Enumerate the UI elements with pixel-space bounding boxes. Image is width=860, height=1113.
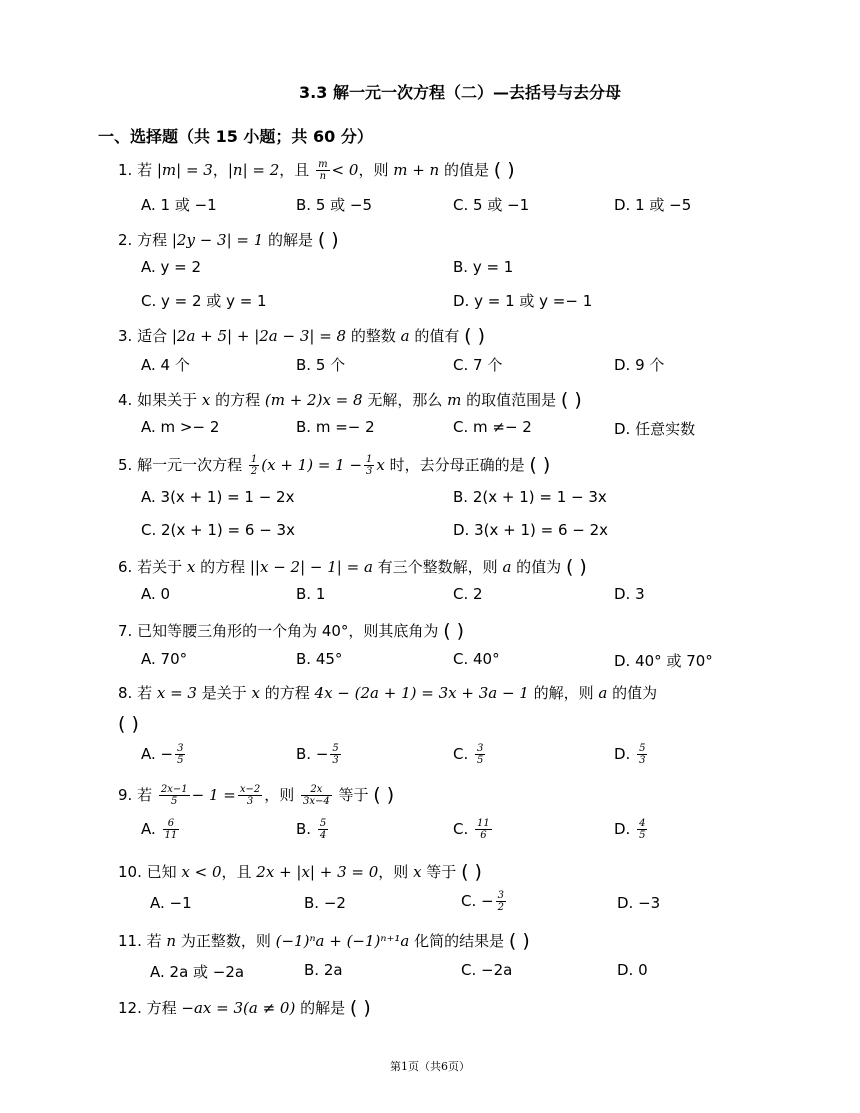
fraction: $\frac{5}{3}$ (332, 743, 339, 766)
answer-blank[interactable]: ( ) (317, 229, 339, 251)
q1-option-b[interactable]: B. 5 或 −5 (296, 196, 373, 214)
q4-option-c[interactable]: C. m ≠− 2 (453, 418, 532, 436)
answer-blank[interactable]: ( ) (560, 389, 582, 411)
q7-option-b[interactable]: B. 45° (296, 650, 343, 668)
q10-option-a[interactable]: A. −1 (150, 894, 192, 912)
q6-option-d[interactable]: D. 3 (614, 585, 645, 603)
q3-option-a[interactable]: A. 4 个 (141, 356, 190, 374)
q8-option-b[interactable]: B. − $\frac{5}{3}$ (296, 743, 339, 766)
q2-option-a[interactable]: A. y = 2 (141, 258, 202, 276)
fraction: $\frac{5}{4}$ (319, 818, 327, 841)
q8-option-d[interactable]: D. $\frac{5}{3}$ (614, 743, 646, 766)
q2-option-c[interactable]: C. y = 2 或 y = 1 (141, 292, 267, 310)
question-4: 4. 如果关于 x 的方程 (m + 2)x = 8 无解，那么 m 的取值范围是 ( ) (118, 389, 582, 411)
fraction: $\frac{3}{2}$ (497, 890, 504, 913)
answer-blank[interactable]: ( ) (349, 997, 371, 1019)
fraction: $\frac{x-2}{3}$ (239, 784, 261, 807)
q8-option-a[interactable]: A. − $\frac{3}{5}$ (141, 743, 184, 766)
question-9: 9. 若 $\frac{2x-1}{5}$ − 1 = $\frac{x-2}{3}$ ，则 $\frac{2x}{3x-4}$ 等于 ( ) (118, 784, 395, 807)
q7-option-d[interactable]: D. 40° 或 70° (614, 652, 713, 670)
fraction: $\frac{2x-1}{5}$ (160, 784, 188, 807)
q4-option-b[interactable]: B. m =− 2 (296, 418, 375, 436)
q2-option-d[interactable]: D. y = 1 或 y =− 1 (453, 292, 593, 310)
page-title: 3.3 解一元一次方程（二）—去括号与去分母 (299, 83, 621, 102)
q9-option-b[interactable]: B. $\frac{5}{4}$ (296, 818, 327, 841)
q11-option-d[interactable]: D. 0 (617, 961, 648, 979)
question-1: 1. 若 |m| = 3，|n| = 2，且 $\frac{m}{n}$ < 0，则 m + n 的值是 ( ) (118, 159, 515, 182)
q3-option-c[interactable]: C. 7 个 (453, 356, 503, 374)
question-12: 12. 方程 −ax = 3(a ≠ 0) 的解是 ( ) (118, 997, 371, 1019)
answer-blank[interactable]: ( ) (464, 325, 486, 347)
q5-option-b[interactable]: B. 2(x + 1) = 1 − 3x (453, 488, 607, 506)
question-5: 5. 解一元一次方程 $\frac{1}{2}$ (x + 1) = 1 − $\frac{1}{3}$ x 时，去分母正确的是 ( ) (118, 454, 551, 477)
fraction: $\frac{4}{5}$ (639, 818, 646, 841)
answer-blank[interactable]: ( ) (508, 930, 530, 952)
q11-option-a[interactable]: A. 2a 或 −2a (150, 963, 245, 981)
q6-option-b[interactable]: B. 1 (296, 585, 326, 603)
q9-option-d[interactable]: D. $\frac{4}{5}$ (614, 818, 646, 841)
q10-option-b[interactable]: B. −2 (304, 894, 346, 912)
q10-option-d[interactable]: D. −3 (617, 894, 661, 912)
q7-option-c[interactable]: C. 40° (453, 650, 500, 668)
fraction: $\frac{2x}{3x-4}$ (303, 784, 330, 807)
answer-blank[interactable]: ( ) (373, 784, 395, 806)
question-8: 8. 若 x = 3 是关于 x 的方程 4x − (2a + 1) = 3x + 3a − 1 的解，则 a 的值为 ( ) (118, 684, 658, 735)
fraction: $\frac{6}{11}$ (164, 818, 178, 841)
question-10: 10. 已知 x < 0，且 2x + |x| + 3 = 0，则 x 等于 ( ) (118, 861, 482, 883)
fraction: $\frac{1}{3}$ (366, 454, 373, 477)
q1-option-c[interactable]: C. 5 或 −1 (453, 196, 530, 214)
answer-blank[interactable]: ( ) (118, 713, 139, 735)
answer-blank[interactable]: ( ) (529, 454, 551, 476)
q1-option-a[interactable]: A. 1 或 −1 (141, 196, 217, 214)
question-7: 7. 已知等腰三角形的一个角为 40°，则其底角为 ( ) (118, 620, 465, 642)
q5-option-a[interactable]: A. 3(x + 1) = 1 − 2x (141, 488, 295, 506)
fraction: $\frac{1}{2}$ (250, 454, 258, 477)
q11-option-c[interactable]: C. −2a (461, 961, 513, 979)
question-2: 2. 方程 |2y − 3| = 1 的解是 ( ) (118, 229, 339, 251)
fraction: $\frac{5}{3}$ (639, 743, 646, 766)
q9-option-a[interactable]: A. $\frac{6}{11}$ (141, 818, 178, 841)
question-3: 3. 适合 |2a + 5| + |2a − 3| = 8 的整数 a 的值有 ( ) (118, 325, 486, 347)
q6-option-c[interactable]: C. 2 (453, 585, 483, 603)
question-6: 6. 若关于 x 的方程 ||x − 2| − 1| = a 有三个整数解，则 a 的值为 ( ) (118, 556, 587, 578)
question-11: 11. 若 n 为正整数，则 (−1)ⁿa + (−1)ⁿ⁺¹a 化简的结果是 ( ) (118, 930, 530, 952)
q5-option-c[interactable]: C. 2(x + 1) = 6 − 3x (141, 521, 295, 539)
q11-option-b[interactable]: B. 2a (304, 961, 343, 979)
q5-option-d[interactable]: D. 3(x + 1) = 6 − 2x (453, 521, 609, 539)
fraction: $\frac{11}{6}$ (477, 818, 490, 841)
q2-option-b[interactable]: B. y = 1 (453, 258, 514, 276)
q1-option-d[interactable]: D. 1 或 −5 (614, 196, 692, 214)
section-heading: 一、选择题（共 15 小题；共 60 分） (98, 127, 373, 146)
answer-blank[interactable]: ( ) (493, 159, 515, 181)
fraction: $\frac{3}{5}$ (477, 743, 484, 766)
q7-option-a[interactable]: A. 70° (141, 650, 188, 668)
page-footer: 第1页（共6页） (390, 1060, 470, 1073)
q9-option-c[interactable]: C. $\frac{11}{6}$ (453, 818, 490, 841)
answer-blank[interactable]: ( ) (443, 620, 465, 642)
q3-option-d[interactable]: D. 9 个 (614, 356, 665, 374)
answer-blank[interactable]: ( ) (461, 861, 482, 883)
q6-option-a[interactable]: A. 0 (141, 585, 171, 603)
q3-option-b[interactable]: B. 5 个 (296, 356, 346, 374)
answer-blank[interactable]: ( ) (565, 556, 587, 578)
fraction: $\frac{m}{n}$ (318, 159, 328, 182)
q4-option-d[interactable]: D. 任意实数 (614, 420, 696, 438)
q10-option-c[interactable]: C. − $\frac{3}{2}$ (461, 890, 504, 913)
q4-option-a[interactable]: A. m >− 2 (141, 418, 220, 436)
fraction: $\frac{3}{5}$ (177, 743, 184, 766)
q8-option-c[interactable]: C. $\frac{3}{5}$ (453, 743, 484, 766)
